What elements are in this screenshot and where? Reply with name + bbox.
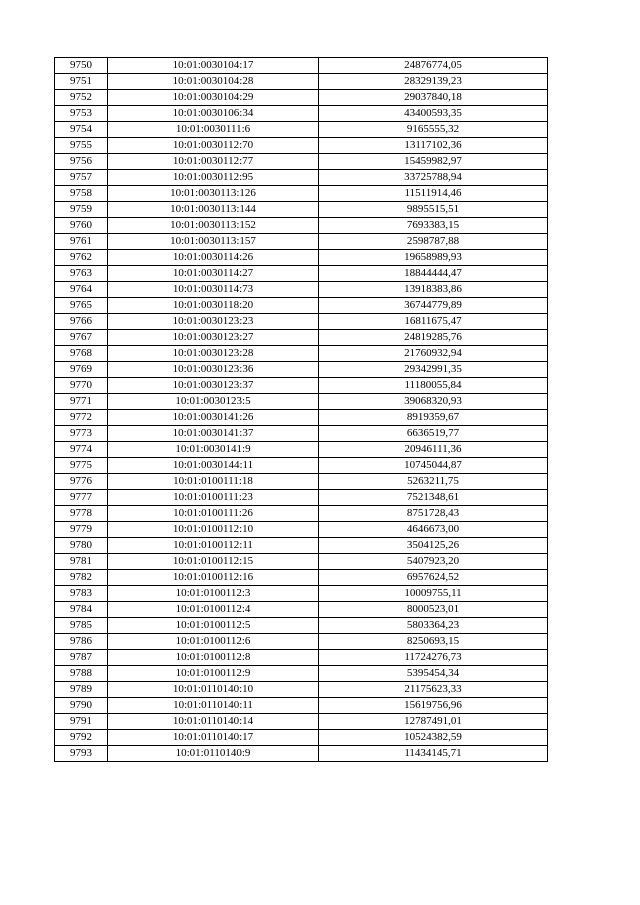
value-cell: 9165555,32 (319, 122, 548, 138)
table-row (55, 554, 548, 570)
value-cell: 12787491,01 (319, 714, 548, 730)
cadastral-number-cell: 10:01:0030113:144 (108, 202, 319, 218)
table-body (55, 58, 548, 762)
value-cell: 4646673,00 (319, 522, 548, 538)
cadastral-number-cell: 10:01:0030141:26 (108, 410, 319, 426)
cadastral-number-cell: 10:01:0110140:9 (108, 746, 319, 762)
row-number-cell: 9769 (55, 362, 108, 378)
cadastral-number-cell: 10:01:0030112:95 (108, 170, 319, 186)
row-number-cell: 9761 (55, 234, 108, 250)
cadastral-number-cell: 10:01:0100112:16 (108, 570, 319, 586)
value-cell: 16811675,47 (319, 314, 548, 330)
cadastral-number-cell: 10:01:0030141:37 (108, 426, 319, 442)
cadastral-number-cell: 10:01:0030112:70 (108, 138, 319, 154)
row-number-cell: 9781 (55, 554, 108, 570)
row-number-cell: 9763 (55, 266, 108, 282)
table-row (55, 634, 548, 650)
row-number-cell: 9753 (55, 106, 108, 122)
cadastral-number-cell: 10:01:0110140:14 (108, 714, 319, 730)
row-number-cell: 9778 (55, 506, 108, 522)
cadastral-number-cell: 10:01:0100112:3 (108, 586, 319, 602)
value-cell: 8000523,01 (319, 602, 548, 618)
cadastral-number-cell: 10:01:0030111:6 (108, 122, 319, 138)
cadastral-number-cell: 10:01:0110140:10 (108, 682, 319, 698)
cadastral-number-cell: 10:01:0030113:152 (108, 218, 319, 234)
cadastral-number-cell: 10:01:0030114:27 (108, 266, 319, 282)
value-cell: 7521348,61 (319, 490, 548, 506)
row-number-cell: 9770 (55, 378, 108, 394)
cadastral-number-cell: 10:01:0110140:17 (108, 730, 319, 746)
table-row (55, 362, 548, 378)
value-cell: 11180055,84 (319, 378, 548, 394)
value-cell: 3504125,26 (319, 538, 548, 554)
row-number-cell: 9765 (55, 298, 108, 314)
row-number-cell: 9757 (55, 170, 108, 186)
cadastral-number-cell: 10:01:0100111:23 (108, 490, 319, 506)
value-cell: 33725788,94 (319, 170, 548, 186)
row-number-cell: 9760 (55, 218, 108, 234)
value-cell: 5407923,20 (319, 554, 548, 570)
cadastral-number-cell: 10:01:0030114:73 (108, 282, 319, 298)
row-number-cell: 9758 (55, 186, 108, 202)
row-number-cell: 9754 (55, 122, 108, 138)
cadastral-number-cell: 10:01:0030112:77 (108, 154, 319, 170)
row-number-cell: 9776 (55, 474, 108, 490)
table-row (55, 330, 548, 346)
table-row (55, 138, 548, 154)
cadastral-number-cell: 10:01:0030113:126 (108, 186, 319, 202)
table-row (55, 74, 548, 90)
value-cell: 6636519,77 (319, 426, 548, 442)
table-row (55, 410, 548, 426)
value-cell: 21760932,94 (319, 346, 548, 362)
value-cell: 11434145,71 (319, 746, 548, 762)
value-cell: 43400593,35 (319, 106, 548, 122)
table-row (55, 218, 548, 234)
table-row (55, 698, 548, 714)
value-cell: 8250693,15 (319, 634, 548, 650)
table-row (55, 154, 548, 170)
cadastral-number-cell: 10:01:0030141:9 (108, 442, 319, 458)
row-number-cell: 9791 (55, 714, 108, 730)
table-row (55, 106, 548, 122)
row-number-cell: 9775 (55, 458, 108, 474)
cadastral-number-cell: 10:01:0100111:18 (108, 474, 319, 490)
row-number-cell: 9767 (55, 330, 108, 346)
value-cell: 10524382,59 (319, 730, 548, 746)
value-cell: 39068320,93 (319, 394, 548, 410)
value-cell: 7693383,15 (319, 218, 548, 234)
value-cell: 24819285,76 (319, 330, 548, 346)
cadastral-number-cell: 10:01:0030123:36 (108, 362, 319, 378)
cadastral-number-cell: 10:01:0030118:20 (108, 298, 319, 314)
table-row (55, 442, 548, 458)
row-number-cell: 9777 (55, 490, 108, 506)
row-number-cell: 9773 (55, 426, 108, 442)
table-row (55, 714, 548, 730)
table-row (55, 730, 548, 746)
cadastral-number-cell: 10:01:0100112:9 (108, 666, 319, 682)
cadastral-number-cell: 10:01:0030123:27 (108, 330, 319, 346)
row-number-cell: 9751 (55, 74, 108, 90)
value-cell: 5395454,34 (319, 666, 548, 682)
value-cell: 10745044,87 (319, 458, 548, 474)
table-row (55, 682, 548, 698)
value-cell: 21175623,33 (319, 682, 548, 698)
table-row (55, 522, 548, 538)
cadastral-number-cell: 10:01:0030114:26 (108, 250, 319, 266)
row-number-cell: 9786 (55, 634, 108, 650)
value-cell: 8751728,43 (319, 506, 548, 522)
value-cell: 24876774,05 (319, 58, 548, 74)
value-cell: 18844444,47 (319, 266, 548, 282)
row-number-cell: 9759 (55, 202, 108, 218)
table-row (55, 170, 548, 186)
value-cell: 8919359,67 (319, 410, 548, 426)
cadastral-number-cell: 10:01:0100112:15 (108, 554, 319, 570)
table-row (55, 426, 548, 442)
value-cell: 11511914,46 (319, 186, 548, 202)
table-row (55, 602, 548, 618)
table-row (55, 266, 548, 282)
table-row (55, 58, 548, 74)
value-cell: 5263211,75 (319, 474, 548, 490)
row-number-cell: 9789 (55, 682, 108, 698)
table-row (55, 90, 548, 106)
table-row (55, 314, 548, 330)
table-row (55, 618, 548, 634)
table-row (55, 378, 548, 394)
row-number-cell: 9788 (55, 666, 108, 682)
cadastral-number-cell: 10:01:0030123:37 (108, 378, 319, 394)
row-number-cell: 9762 (55, 250, 108, 266)
value-cell: 13117102,36 (319, 138, 548, 154)
table-row (55, 122, 548, 138)
cadastral-number-cell: 10:01:0100112:8 (108, 650, 319, 666)
row-number-cell: 9792 (55, 730, 108, 746)
cadastral-number-cell: 10:01:0030104:29 (108, 90, 319, 106)
cadastral-number-cell: 10:01:0030104:28 (108, 74, 319, 90)
table-row (55, 666, 548, 682)
value-cell: 10009755,11 (319, 586, 548, 602)
row-number-cell: 9774 (55, 442, 108, 458)
row-number-cell: 9772 (55, 410, 108, 426)
table-row (55, 234, 548, 250)
row-number-cell: 9780 (55, 538, 108, 554)
data-table (54, 57, 548, 762)
table-row (55, 346, 548, 362)
row-number-cell: 9793 (55, 746, 108, 762)
value-cell: 15619756,96 (319, 698, 548, 714)
row-number-cell: 9783 (55, 586, 108, 602)
table-row (55, 490, 548, 506)
row-number-cell: 9779 (55, 522, 108, 538)
row-number-cell: 9750 (55, 58, 108, 74)
cadastral-number-cell: 10:01:0030113:157 (108, 234, 319, 250)
row-number-cell: 9764 (55, 282, 108, 298)
row-number-cell: 9771 (55, 394, 108, 410)
cadastral-number-cell: 10:01:0110140:11 (108, 698, 319, 714)
row-number-cell: 9752 (55, 90, 108, 106)
cadastral-number-cell: 10:01:0100112:11 (108, 538, 319, 554)
cadastral-number-cell: 10:01:0030144:11 (108, 458, 319, 474)
cadastral-number-cell: 10:01:0030123:5 (108, 394, 319, 410)
table-row (55, 746, 548, 762)
value-cell: 28329139,23 (319, 74, 548, 90)
cadastral-number-cell: 10:01:0100112:10 (108, 522, 319, 538)
row-number-cell: 9790 (55, 698, 108, 714)
table-row (55, 474, 548, 490)
row-number-cell: 9782 (55, 570, 108, 586)
table-row (55, 538, 548, 554)
value-cell: 20946111,36 (319, 442, 548, 458)
value-cell: 29342991,35 (319, 362, 548, 378)
value-cell: 13918383,86 (319, 282, 548, 298)
value-cell: 6957624,52 (319, 570, 548, 586)
cadastral-number-cell: 10:01:0100112:4 (108, 602, 319, 618)
table-row (55, 650, 548, 666)
table-row (55, 394, 548, 410)
table-row (55, 298, 548, 314)
cadastral-number-cell: 10:01:0030106:34 (108, 106, 319, 122)
cadastral-number-cell: 10:01:0030123:23 (108, 314, 319, 330)
row-number-cell: 9787 (55, 650, 108, 666)
row-number-cell: 9768 (55, 346, 108, 362)
row-number-cell: 9785 (55, 618, 108, 634)
table-row (55, 586, 548, 602)
row-number-cell: 9755 (55, 138, 108, 154)
value-cell: 2598787,88 (319, 234, 548, 250)
table-row (55, 570, 548, 586)
row-number-cell: 9756 (55, 154, 108, 170)
cadastral-number-cell: 10:01:0100111:26 (108, 506, 319, 522)
table-row (55, 186, 548, 202)
table-row (55, 250, 548, 266)
table-row (55, 282, 548, 298)
value-cell: 19658989,93 (319, 250, 548, 266)
value-cell: 36744779,89 (319, 298, 548, 314)
table-row (55, 506, 548, 522)
cadastral-number-cell: 10:01:0100112:5 (108, 618, 319, 634)
cadastral-number-cell: 10:01:0100112:6 (108, 634, 319, 650)
value-cell: 9895515,51 (319, 202, 548, 218)
value-cell: 29037840,18 (319, 90, 548, 106)
cadastral-number-cell: 10:01:0030104:17 (108, 58, 319, 74)
table-row (55, 202, 548, 218)
value-cell: 5803364,23 (319, 618, 548, 634)
value-cell: 11724276,73 (319, 650, 548, 666)
row-number-cell: 9766 (55, 314, 108, 330)
row-number-cell: 9784 (55, 602, 108, 618)
table-row (55, 458, 548, 474)
cadastral-number-cell: 10:01:0030123:28 (108, 346, 319, 362)
value-cell: 15459982,97 (319, 154, 548, 170)
